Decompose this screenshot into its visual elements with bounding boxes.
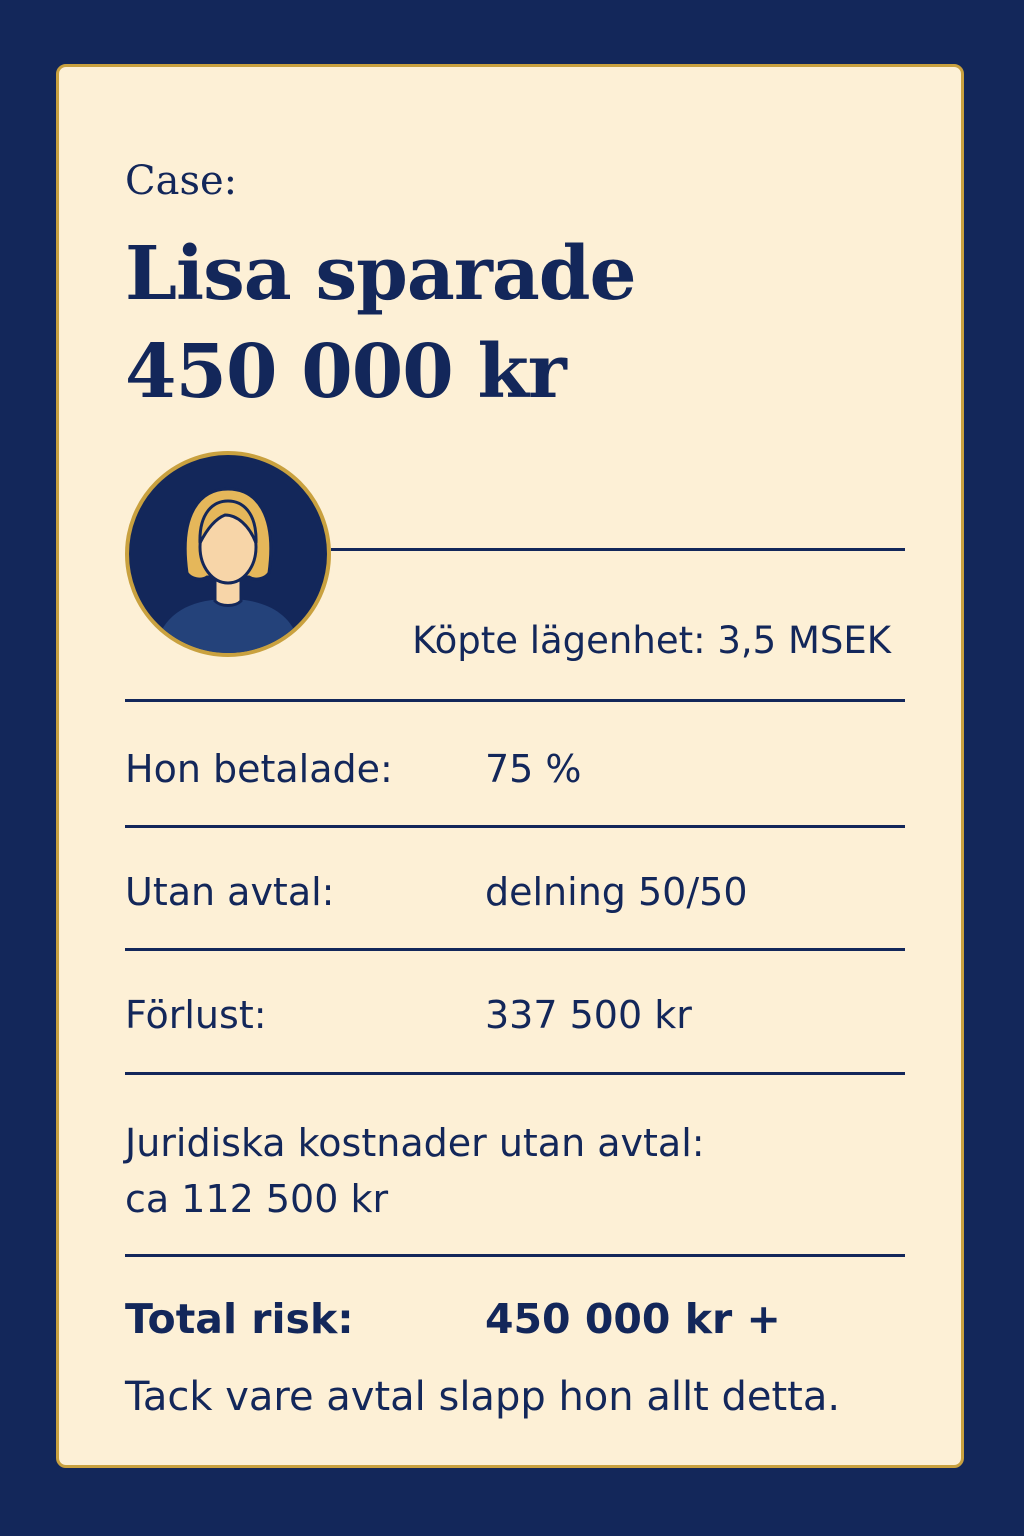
row-label-loss: Förlust: xyxy=(125,993,267,1037)
legal-costs-line-1: Juridiska kostnader utan avtal: xyxy=(125,1121,705,1165)
divider xyxy=(125,1072,905,1075)
woman-avatar-icon xyxy=(125,451,331,657)
divider xyxy=(125,1254,905,1257)
headline xyxy=(125,225,636,421)
divider xyxy=(125,699,905,702)
case-label: Case: xyxy=(125,158,238,204)
row-value-loss: 337 500 kr xyxy=(485,993,692,1037)
row-value-no-agreement: delning 50/50 xyxy=(485,870,748,914)
total-risk-label: Total risk: xyxy=(125,1295,354,1343)
case-card xyxy=(56,64,964,1468)
total-risk-value: 450 000 kr + xyxy=(485,1295,781,1343)
legal-costs-note xyxy=(125,1115,705,1227)
legal-costs-line-2: ca 112 500 kr xyxy=(125,1177,389,1221)
row-label-paid: Hon betalade: xyxy=(125,747,393,791)
divider xyxy=(125,825,905,828)
row-value-paid: 75 % xyxy=(485,747,582,791)
headline-line-1: Lisa sparade xyxy=(125,231,636,317)
footer-text: Tack vare avtal slapp hon allt detta. xyxy=(125,1374,841,1420)
headline-line-2: 450 000 kr xyxy=(125,329,566,415)
divider xyxy=(125,948,905,951)
row-label-no-agreement: Utan avtal: xyxy=(125,870,335,914)
purchase-text: Köpte lägenhet: 3,5 MSEK xyxy=(412,619,891,662)
avatar-divider xyxy=(331,548,905,551)
